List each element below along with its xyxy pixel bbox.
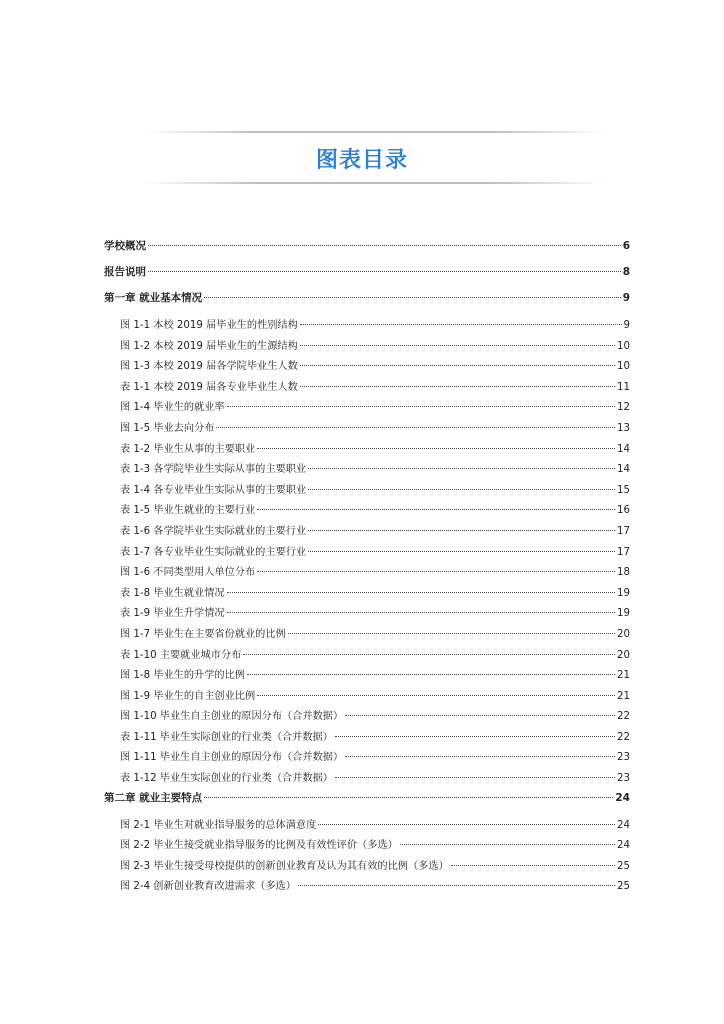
toc-entry-page: 18 xyxy=(617,567,630,579)
toc-leader xyxy=(257,448,615,449)
toc-entry[interactable] xyxy=(104,836,630,857)
toc-leader xyxy=(247,674,615,675)
toc-entry[interactable] xyxy=(104,238,630,264)
toc-leader xyxy=(400,844,615,845)
toc-entry-label: 图 1-2 本校 2019 届毕业生的生源结构 xyxy=(120,340,298,352)
toc-leader xyxy=(148,245,621,246)
toc-leader xyxy=(204,797,613,798)
toc-entry-page: 11 xyxy=(617,381,630,393)
toc-entry[interactable] xyxy=(104,481,630,502)
toc-leader xyxy=(345,715,615,716)
toc-entry[interactable] xyxy=(104,584,630,605)
toc-entry[interactable] xyxy=(104,419,630,440)
toc-leader xyxy=(335,777,615,778)
toc-entry-page: 21 xyxy=(617,670,630,682)
toc-entry-label: 表 1-7 各专业毕业生实际就业的主要行业 xyxy=(120,546,307,558)
toc-leader xyxy=(308,530,615,531)
toc-entry[interactable] xyxy=(104,790,630,816)
toc-leader xyxy=(335,736,615,737)
toc-leader xyxy=(227,592,615,593)
toc-leader xyxy=(300,386,615,387)
toc-entry[interactable] xyxy=(104,707,630,728)
toc-entry-label: 第二章 就业主要特点 xyxy=(104,791,203,804)
toc-entry-page: 10 xyxy=(617,361,630,373)
toc-entry-label: 图 1-9 毕业生的自主创业比例 xyxy=(120,690,256,702)
toc-entry-page: 19 xyxy=(617,587,630,599)
toc-leader xyxy=(308,468,615,469)
toc-entry-label: 图 1-4 毕业生的就业率 xyxy=(120,402,225,414)
toc-entry[interactable] xyxy=(104,522,630,543)
toc-entry[interactable] xyxy=(104,337,630,358)
toc-entry-page: 23 xyxy=(617,752,630,764)
toc-leader xyxy=(300,345,615,346)
toc-entry-page: 16 xyxy=(617,505,630,517)
toc-entry[interactable] xyxy=(104,816,630,837)
toc-entry[interactable] xyxy=(104,563,630,584)
toc-entry-label: 图 1-11 毕业生自主创业的原因分布（合并数据） xyxy=(120,752,344,764)
toc-entry-page: 24 xyxy=(615,791,630,804)
toc-entry-label: 图 1-1 本校 2019 届毕业生的性别结构 xyxy=(120,320,298,331)
toc-entry[interactable] xyxy=(104,501,630,522)
toc-entry[interactable] xyxy=(104,440,630,461)
toc-entry-label: 表 1-4 各专业毕业生实际从事的主要职业 xyxy=(120,484,307,496)
toc-entry-page: 12 xyxy=(617,402,630,414)
toc-entry-page: 22 xyxy=(617,731,630,743)
toc-entry-label: 报告说明 xyxy=(104,266,146,278)
toc-entry-page: 25 xyxy=(617,860,630,872)
toc-entry-page: 13 xyxy=(617,422,630,434)
toc-entry-label: 表 1-9 毕业生升学情况 xyxy=(120,608,225,620)
toc-entry[interactable] xyxy=(104,264,630,290)
toc-entry-page: 15 xyxy=(617,484,630,496)
toc-entry-page: 22 xyxy=(617,711,630,723)
toc-entry-page: 14 xyxy=(617,443,630,455)
toc-leader xyxy=(288,633,615,634)
toc-entry-page: 23 xyxy=(617,773,630,785)
toc-entry[interactable] xyxy=(104,604,630,625)
toc-leader xyxy=(243,654,615,655)
toc-entry-label: 图 2-4 创新创业教育改进需求（多选） xyxy=(120,881,296,893)
toc-entry-label: 图 1-3 本校 2019 届各学院毕业生人数 xyxy=(120,361,298,373)
toc-entry-page: 25 xyxy=(617,881,630,893)
toc-leader xyxy=(300,365,615,366)
toc-leader xyxy=(227,406,615,407)
toc-entry-page: 9 xyxy=(623,320,630,331)
toc-leader xyxy=(257,695,615,696)
toc-entry-label: 表 1-2 毕业生从事的主要职业 xyxy=(120,443,256,455)
toc-entry[interactable] xyxy=(104,666,630,687)
page-title: 图表目录 xyxy=(315,148,408,173)
toc-entry[interactable] xyxy=(104,398,630,419)
toc-entry-page: 20 xyxy=(617,628,630,640)
toc-entry-page: 8 xyxy=(622,266,630,278)
toc-entry-label: 表 1-10 主要就业城市分布 xyxy=(120,649,242,661)
toc-leader xyxy=(308,489,615,490)
toc-entry-label: 表 1-3 各学院毕业生实际从事的主要职业 xyxy=(120,464,307,476)
toc-entry-label: 学校概况 xyxy=(104,240,146,252)
toc-entry-label: 图 1-6 不同类型用人单位分布 xyxy=(120,567,256,579)
toc-entry[interactable] xyxy=(104,857,630,878)
toc-entry-label: 图 1-5 毕业去向分布 xyxy=(120,422,215,434)
toc-entry-label: 第一章 就业基本情况 xyxy=(104,292,203,304)
toc-leader xyxy=(216,427,615,428)
toc-leader xyxy=(148,271,621,272)
toc-leader xyxy=(227,612,615,613)
toc-leader xyxy=(257,509,615,510)
toc-entry-label: 图 1-7 毕业生在主要省份就业的比例 xyxy=(120,628,286,640)
toc-leader xyxy=(298,885,615,886)
toc-entry[interactable] xyxy=(104,460,630,481)
toc-entry-page: 17 xyxy=(617,546,630,558)
toc-entry[interactable] xyxy=(104,728,630,749)
toc-entry[interactable] xyxy=(104,646,630,667)
toc-entry[interactable] xyxy=(104,748,630,769)
toc-entry-label: 表 1-11 毕业生实际创业的行业类（合并数据） xyxy=(120,731,333,743)
toc-entry-page: 24 xyxy=(617,819,630,831)
toc-entry-label: 表 1-6 各学院毕业生实际就业的主要行业 xyxy=(120,525,307,537)
toc-leader xyxy=(300,324,622,325)
toc-leader xyxy=(345,756,615,757)
toc-entry-page: 9 xyxy=(622,292,630,304)
toc-entry-label: 图 2-1 毕业生对就业指导服务的总体满意度 xyxy=(120,819,317,831)
toc-entry-label: 表 1-5 毕业生就业的主要行业 xyxy=(120,505,256,517)
toc-entry[interactable] xyxy=(104,316,630,337)
toc-entry-label: 图 2-2 毕业生接受就业指导服务的比例及有效性评价（多选） xyxy=(120,840,398,852)
toc-entry[interactable] xyxy=(104,769,630,790)
toc-leader xyxy=(308,551,615,552)
toc-entry-page: 20 xyxy=(617,649,630,661)
toc-entry-label: 表 1-12 毕业生实际创业的行业类（合并数据） xyxy=(120,773,333,785)
toc-entry[interactable] xyxy=(104,687,630,708)
toc-entry-label: 图 1-10 毕业生自主创业的原因分布（合并数据） xyxy=(120,711,344,723)
toc-entry[interactable] xyxy=(104,625,630,646)
toc-entry-label: 图 2-3 毕业生接受母校提供的创新创业教育及认为其有效的比例（多选） xyxy=(120,860,449,872)
toc-entry[interactable] xyxy=(104,543,630,564)
toc-entry-page: 21 xyxy=(617,690,630,702)
title-rule-top xyxy=(145,131,605,133)
toc-entry-page: 24 xyxy=(617,840,630,852)
toc-entry-page: 10 xyxy=(617,340,630,352)
toc-leader xyxy=(318,824,615,825)
toc-entry-label: 表 1-8 毕业生就业情况 xyxy=(120,587,225,599)
table-of-contents xyxy=(104,238,630,898)
toc-leader xyxy=(257,571,615,572)
toc-entry-page: 6 xyxy=(622,240,630,252)
toc-leader xyxy=(204,297,621,298)
toc-entry-page: 19 xyxy=(617,608,630,620)
toc-entry-label: 表 1-1 本校 2019 届各专业毕业生人数 xyxy=(120,381,298,393)
title-rule-bottom xyxy=(145,182,605,184)
toc-entry-label: 图 1-8 毕业生的升学的比例 xyxy=(120,670,245,682)
toc-leader xyxy=(451,865,615,866)
toc-entry[interactable] xyxy=(104,357,630,378)
toc-entry-page: 17 xyxy=(617,525,630,537)
toc-entry[interactable] xyxy=(104,378,630,399)
toc-entry[interactable] xyxy=(104,877,630,898)
toc-entry-page: 14 xyxy=(617,464,630,476)
toc-entry[interactable] xyxy=(104,290,630,316)
